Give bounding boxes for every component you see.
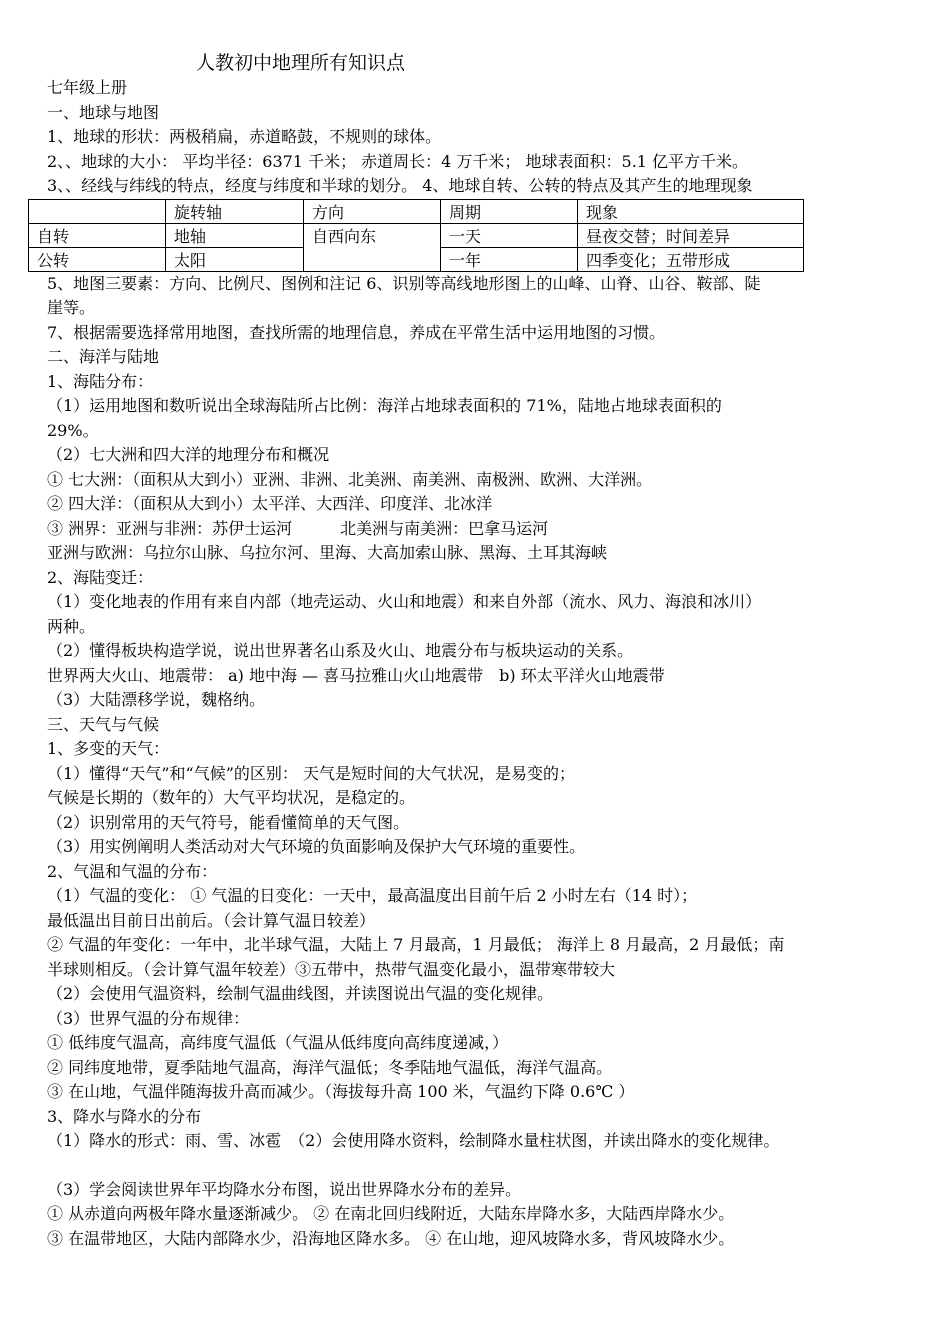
paragraph: （1）运用地图和数听说出全球海陆所占比例：海洋占地球表面积的 71%，陆地占地球表面积的 bbox=[47, 396, 722, 415]
paragraph: （1）降水的形式：雨、雪、冰雹 （2）会使用降水资料，绘制降水量柱状图，并读出降水的变化规律。 bbox=[47, 1131, 780, 1150]
paragraph: ② 气温的年变化：一年中，北半球气温，大陆上 7 月最高，1 月最低； 海洋上 8 月最高，2 月最低；南 bbox=[47, 935, 785, 954]
paragraph: 3、、经线与纬线的特点，经度与纬度和半球的划分。 4、地球自转、公转的特点及其产生的地理现象 bbox=[47, 176, 753, 195]
table-cell: 一年 bbox=[441, 247, 578, 271]
table-header-cell bbox=[29, 199, 166, 223]
paragraph: （2）七大洲和四大洋的地理分布和概况 bbox=[47, 445, 330, 464]
paragraph: 半球则相反。（会计算气温年较差）③五带中，热带气温变化最小，温带寒带较大 bbox=[47, 959, 616, 979]
paragraph: 29%。 bbox=[47, 420, 99, 440]
table-header-cell: 旋转轴 bbox=[166, 199, 304, 223]
paragraph: ② 同纬度地带，夏季陆地气温高，海洋气温低；冬季陆地气温低，海洋气温高。 bbox=[47, 1057, 613, 1077]
table-header-cell: 周期 bbox=[441, 199, 578, 223]
paragraph: 气候是长期的（数年的）大气平均状况，是稳定的。 bbox=[47, 788, 416, 807]
paragraph: （1）变化地表的作用有来自内部（地壳运动、火山和地震）和来自外部（流水、风力、海浪和冰川） bbox=[47, 592, 762, 611]
subsection-heading: 3、降水与降水的分布 bbox=[47, 1106, 202, 1126]
section-heading: 二、海洋与陆地 bbox=[47, 347, 160, 366]
table-cell: 自西向东 bbox=[304, 223, 441, 271]
subsection-heading: 2、海陆变迁： bbox=[47, 567, 154, 587]
paragraph: ③ 洲界：亚洲与非洲：苏伊士运河 北美洲与南美洲：巴拿马运河 bbox=[47, 518, 549, 538]
rotation-revolution-table bbox=[28, 199, 804, 272]
table-cell: 地轴 bbox=[166, 223, 304, 247]
table-header-cell: 方向 bbox=[304, 199, 441, 223]
paragraph: ① 低纬度气温高，高纬度气温低（气温从低纬度向高纬度递减，） bbox=[47, 1033, 509, 1052]
document-title: 人教初中地理所有知识点 bbox=[196, 52, 406, 74]
table-cell: 四季变化；五带形成 bbox=[578, 247, 804, 271]
paragraph: （2）识别常用的天气符号，能看懂简单的天气图。 bbox=[47, 812, 410, 832]
table-header-cell: 现象 bbox=[578, 199, 804, 223]
table-row bbox=[29, 223, 804, 247]
table-cell: 昼夜交替；时间差异 bbox=[578, 223, 804, 247]
paragraph: 崖等。 bbox=[47, 298, 96, 317]
document-body bbox=[37, 76, 917, 1251]
blank-line bbox=[47, 1154, 917, 1178]
paragraph: ② 四大洋：（面积从大到小）太平洋、大西洋、印度洋、北冰洋 bbox=[47, 494, 493, 513]
paragraph: 最低温出目前日出前后。（会计算气温日较差） bbox=[47, 910, 376, 930]
paragraph: （3）大陆漂移学说，魏格纳。 bbox=[47, 690, 266, 709]
paragraph: ③ 在温带地区，大陆内部降水少，沿海地区降水多。 ④ 在山地，迎风坡降水多，背风坡降水少。 bbox=[47, 1228, 735, 1248]
paragraph: （2）懂得板块构造学说，说出世界著名山系及火山、地震分布与板块运动的关系。 bbox=[47, 641, 634, 660]
paragraph: （3）学会阅读世界年平均降水分布图，说出世界降水分布的差异。 bbox=[47, 1179, 522, 1199]
paragraph: ① 从赤道向两极年降水量逐渐减少。 ② 在南北回归线附近，大陆东岸降水多，大陆西岸降水少。 bbox=[47, 1204, 735, 1223]
paragraph: ① 七大洲：（面积从大到小）亚洲、非洲、北美洲、南美洲、南极洲、欧洲、大洋洲。 bbox=[47, 469, 653, 489]
subsection-heading: 2、气温和气温的分布： bbox=[47, 861, 218, 881]
paragraph: 世界两大火山、地震带： a) 地中海 — 喜马拉雅山火山地震带 b) 环太平洋火山地震带 bbox=[47, 665, 665, 685]
table-cell: 太阳 bbox=[166, 247, 304, 271]
table-cell: 公转 bbox=[29, 247, 166, 271]
paragraph: 2、、地球的大小： 平均半径：6371 千米； 赤道周长：4 万千米； 地球表面积：5.1 亿平方千米。 bbox=[47, 151, 749, 171]
section-heading: 三、天气与气候 bbox=[47, 714, 160, 734]
subsection-heading: 1、多变的天气： bbox=[47, 739, 170, 758]
paragraph: 1、地球的形状：两极稍扁，赤道略鼓，不规则的球体。 bbox=[47, 127, 442, 146]
paragraph: （1）气温的变化： ① 气温的日变化：一天中，最高温度出目前午后 2 小时左右（14 时）； bbox=[47, 886, 698, 905]
paragraph: 5、地图三要素：方向、比例尺、图例和注记 6、识别等高线地形图上的山峰、山脊、山谷、鞍部、陡 bbox=[47, 273, 761, 293]
paragraph: 两种。 bbox=[47, 616, 96, 636]
paragraph: 亚洲与欧洲：乌拉尔山脉、乌拉尔河、里海、大高加索山脉、黑海、土耳其海峡 bbox=[47, 543, 608, 562]
paragraph: （3）用实例阐明人类活动对大气环境的负面影响及保护大气环境的重要性。 bbox=[47, 837, 586, 856]
paragraph: ③ 在山地，气温伴随海拔升高而减少。（海拔每升高 100 米，气温约下降 0.6℃ ） bbox=[47, 1082, 635, 1101]
paragraph: 7、根据需要选择常用地图，查找所需的地理信息，养成在平常生活中运用地图的习惯。 bbox=[47, 322, 666, 342]
table-cell: 自转 bbox=[29, 223, 166, 247]
subsection-heading: 1、海陆分布： bbox=[47, 371, 154, 391]
paragraph: （3）世界气温的分布规律： bbox=[47, 1008, 250, 1028]
grade-label: 七年级上册 bbox=[47, 78, 128, 97]
section-heading: 一、地球与地图 bbox=[47, 102, 160, 122]
paragraph: （1）懂得“天气”和“气候”的区别： 天气是短时间的大气状况，是易变的； bbox=[47, 763, 575, 783]
paragraph: （2）会使用气温资料，绘制气温曲线图，并读图说出气温的变化规律。 bbox=[47, 984, 554, 1003]
table-row bbox=[29, 199, 804, 223]
table-cell: 一天 bbox=[441, 223, 578, 247]
